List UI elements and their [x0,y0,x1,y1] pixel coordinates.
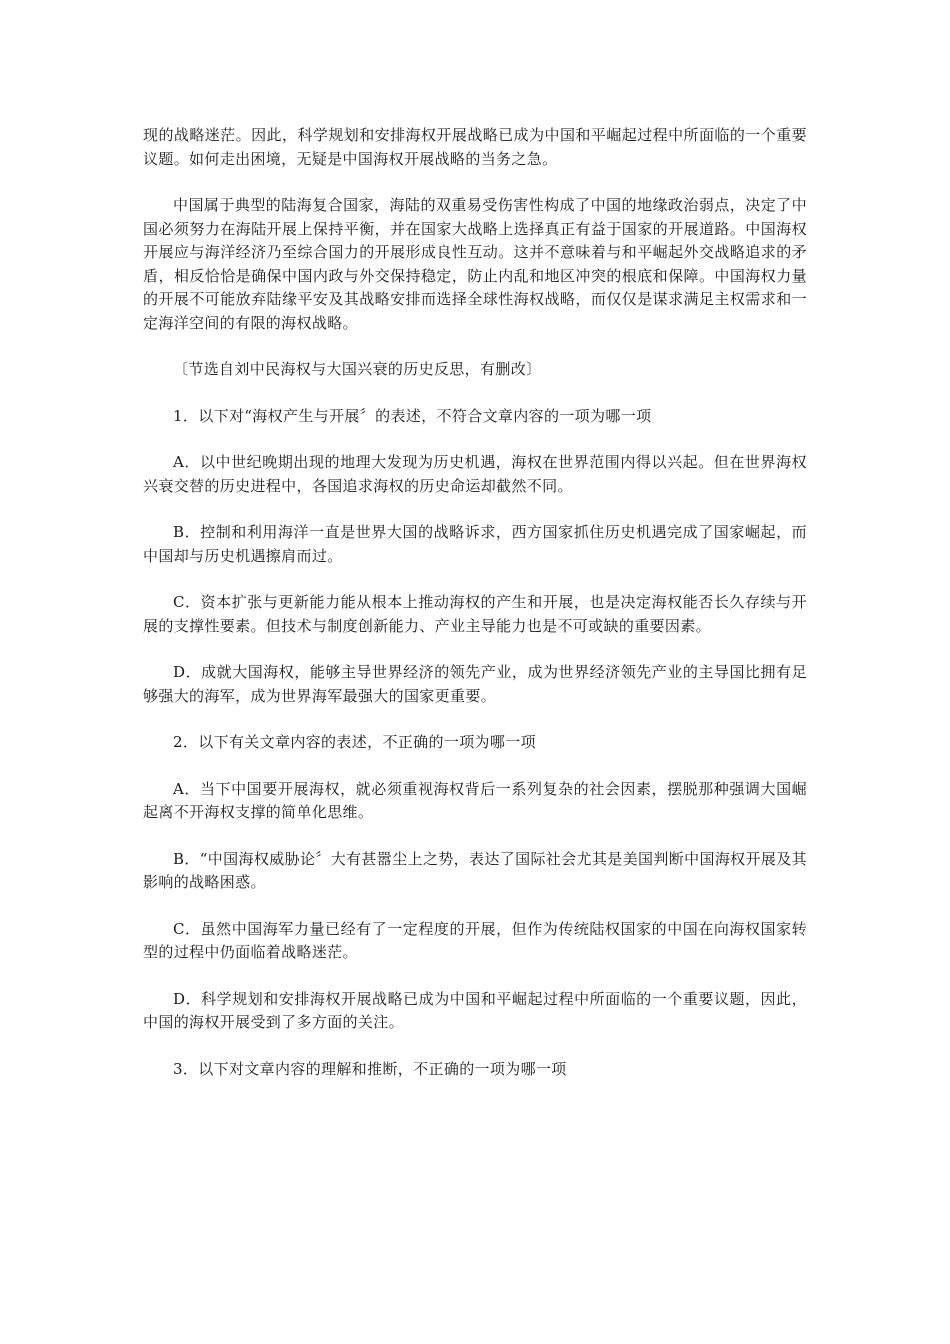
document-body [143,124,807,1104]
question-2-option-c: C．虽然中国海军力量已经有了一定程度的开展，但作为传统陆权国家的中国在向海权国家转型的过程中仍面临着战略迷茫。 [143,919,807,961]
question-2-option-d: D．科学规划和安排海权开展战略已成为中国和平崛起过程中所面临的一个重要议题，因此，中国的海权开展受到了多方面的关注。 [143,989,807,1031]
question-3: 3．以下对文章内容的理解和推断，不正确的一项为哪一项 [173,1059,567,1078]
question-1-option-a: A．以中世纪晚期出现的地理大发现为历史机遇，海权在世界范围内得以兴起。但在世界海权兴衰交替的历史进程中，各国追求海权的历史命运却截然不同。 [143,453,807,495]
question-1: 1．以下对“海权产生与开展〞的表述，不符合文章内容的一项为哪一项 [173,406,652,425]
paragraph-land-sea-power: 中国属于典型的陆海复合国家，海陆的双重易受伤害性构成了中国的地缘政治弱点，决定了中国必须努力在海陆开展上保持平衡，并在国家大战略上选择真正有益于国家的开展道路。中国海权开展应与海洋经济乃至综合国力的开展形成良性互动。这并不意味着与和平崛起外交战略追求的矛盾，相反恰恰是确保中国内政与外交保持稳定，防止内乱和地区冲突的根底和保障。中国海权力量的开展不可能放弃陆缘平安及其战略安排而选择全球性海权战略，而仅仅是谋求满足主权需求和一定海洋空间的有限的海权战略。 [143,196,807,332]
paragraph-continuation: 现的战略迷茫。因此，科学规划和安排海权开展战略已成为中国和平崛起过程中所面临的一个重要议题。如何走出困境，无疑是中国海权开展战略的当务之急。 [143,126,807,168]
question-2: 2．以下有关文章内容的表述，不正确的一项为哪一项 [173,733,536,751]
question-1-option-c: C．资本扩张与更新能力能从根本上推动海权的产生和开展，也是决定海权能否长久存续与开展的支撑性要素。但技术与制度创新能力、产业主导能力也是不可或缺的重要因素。 [143,593,807,635]
question-2-option-a: A．当下中国要开展海权，就必须重视海权背后一系列复杂的社会因素，摆脱那种强调大国崛起离不开海权支撑的简单化思维。 [143,779,807,821]
question-1-option-b: B．控制和利用海洋一直是世界大国的战略诉求，西方国家抓住历史机遇完成了国家崛起，而中国却与历史机遇擦肩而过。 [143,523,807,565]
question-1-option-d: D．成就大国海权，能够主导世界经济的领先产业，成为世界经济领先产业的主导国比拥有足够强大的海军，成为世界海军最强大的国家更重要。 [143,663,807,705]
question-2-option-b: B．“中国海权威胁论〞大有甚嚣尘上之势，表达了国际社会尤其是美国判断中国海权开展及其影响的战略困惑。 [143,849,807,891]
source-citation: 〔节选自刘中民海权与大国兴衰的历史反思，有删改〕 [173,360,542,378]
